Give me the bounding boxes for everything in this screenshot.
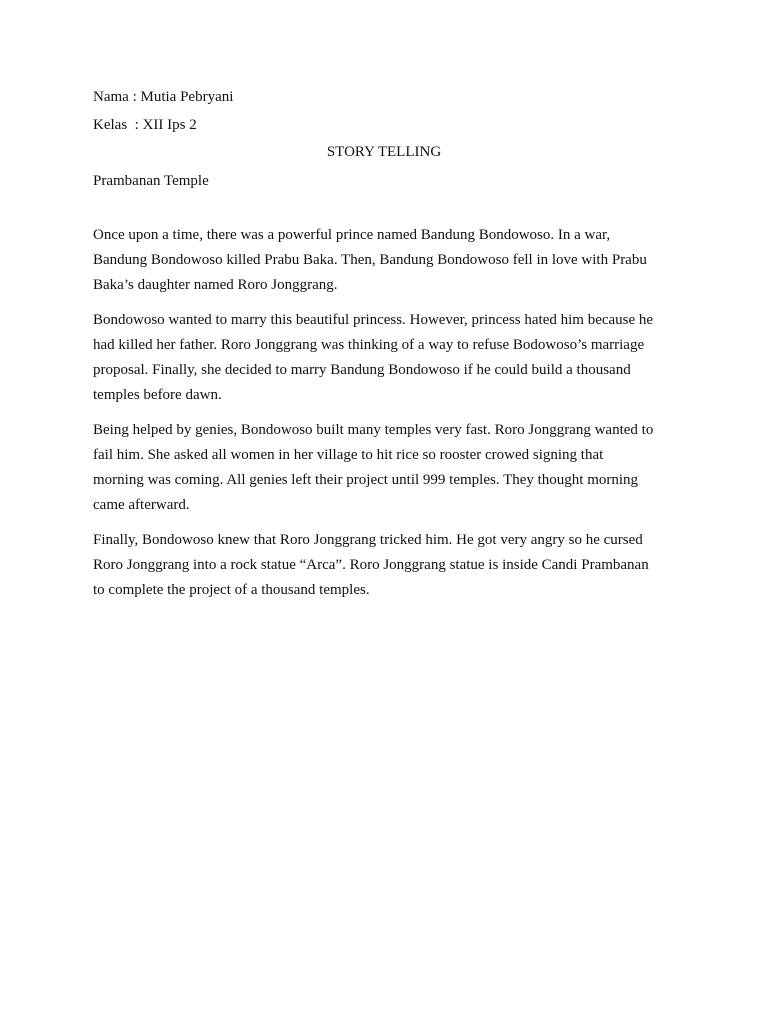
class-value: XII Ips 2 (142, 117, 197, 133)
class-label: Kelas (93, 117, 128, 133)
name-value: Mutia Pebryani (140, 89, 234, 105)
paragraph-3 (93, 418, 693, 518)
paragraph-4 (93, 528, 693, 603)
text-line: Roro Jonggrang into a rock statue “Arca”. Roro Jonggrang statue is inside Candi Prambanan (93, 557, 649, 573)
story-body (93, 223, 693, 613)
name-separator: : (128, 89, 141, 105)
text-line: Finally, Bondowoso knew that Roro Jonggrang tricked him. He got very angry so he cursed (93, 532, 643, 548)
student-name-line (93, 87, 233, 107)
text-line: Bandung Bondowoso killed Prabu Baka. Then, Bandung Bondowoso fell in love with Prabu (93, 252, 647, 268)
text-line: Baka’s daughter named Roro Jonggrang. (93, 277, 338, 293)
text-line: proposal. Finally, she decided to marry Bandung Bondowoso if he could build a thousand (93, 362, 631, 378)
class-separator: : (127, 117, 143, 133)
text-line: Once upon a time, there was a powerful prince named Bandung Bondowoso. In a war, (93, 227, 611, 243)
paragraph-1 (93, 223, 693, 298)
document-heading: STORY TELLING (326, 144, 442, 160)
paragraph-2 (93, 308, 693, 408)
text-line: Being helped by genies, Bondowoso built many temples very fast. Roro Jonggrang wanted to (93, 422, 654, 438)
text-line: had killed her father. Roro Jonggrang was thinking of a way to refuse Bodowoso’s marriage (93, 337, 645, 353)
name-label: Nama (93, 89, 129, 105)
story-title: Prambanan Temple (93, 173, 209, 189)
student-class-line (93, 115, 197, 135)
text-line: temples before dawn. (93, 387, 222, 403)
text-line: to complete the project of a thousand temples. (93, 582, 370, 598)
text-line: fail him. She asked all women in her village to hit rice so rooster crowed signing that (93, 447, 604, 463)
text-line: Bondowoso wanted to marry this beautiful princess. However, princess hated him because he (93, 312, 654, 328)
text-line: morning was coming. All genies left their project until 999 temples. They thought morning (93, 472, 639, 488)
text-line: came afterward. (93, 497, 190, 513)
